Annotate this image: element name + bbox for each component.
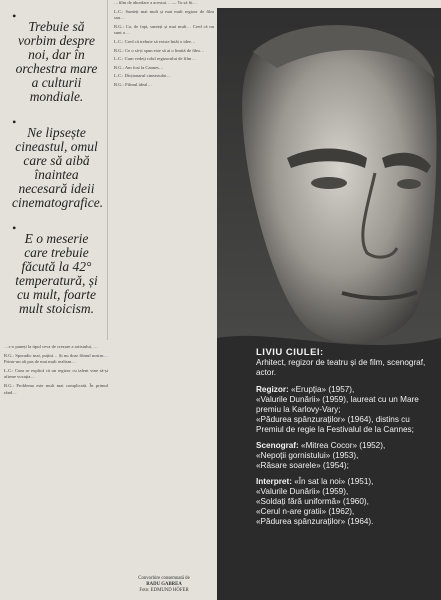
paragraph: L.C.: Cum se explică că un regizor cu talent vine să-și afirme vocația… [4, 367, 108, 380]
pull-quote-3: • E o meserie care trebuie făcută la 42° temperatură, și cu mult, foarte mult stoicism. [12, 224, 101, 316]
paragraph: R.G.: Filmul ideal… [114, 81, 153, 87]
paragraph: L.C.: Cum vedeți rolul regizorului de film… [114, 56, 196, 62]
paragraph: R.G.: Am fost la Cannes… [114, 64, 164, 70]
caption-title: LIVIU CIULEI: [256, 347, 324, 358]
interview-credits: Convorbire consemnată de RADU GABREA Foto: EDMUND HÖFER [114, 576, 214, 594]
pull-quotes-box [0, 0, 108, 340]
quote-bullet-icon: • [12, 115, 17, 129]
paragraph: R.G.: Sporadic mai, puțini… Și nu doar filmul nostru… Printr-un alt pas de mai mult realism… [4, 352, 108, 365]
interview-text-left [4, 344, 108, 596]
paragraph: R.G.: Problema este mult mai complicată. În primul rând… [4, 382, 108, 395]
paragraph: L.C.: Sunteți mai mult și mai mult regizor de film sau… [114, 8, 214, 21]
paragraph: R.G.: Ce o să-ți spun este să ai o limită de film… [114, 47, 205, 53]
pull-quote-2: • Ne lipsește cineastul, omul care să aibă înaintea necesară ideii cinematografice. [12, 115, 104, 210]
quote-bullet-icon: • [12, 9, 17, 23]
paragraph: L.C.: Dicționarul cineastului… [114, 73, 172, 79]
paragraph: R.G.: Ca, de fapt, sunteți și mai mult… Cred că nu sunt o… [114, 23, 214, 36]
pull-quote-1: • Trebuie să vorbim despre noi, dar în orchestra mare a culturii mondiale. [12, 12, 101, 104]
paragraph: …film de abordare a acestui… — Tu să fii… [114, 0, 198, 5]
interview-text-middle [114, 0, 214, 598]
photo-caption [256, 348, 436, 533]
paragraph: …s-o puneți la tipul ceva de crezare a artistului, … [4, 344, 98, 349]
caption-section-scenograf: Scenograf: «Mitrea Cocor» (1952), «Nepoții gornistului» (1953), «Răsare soarele» (1954); [256, 441, 386, 470]
paragraph: L.C.: Cred că trebuie să existe întâi o idee… [114, 38, 196, 44]
quote-bullet-icon: • [12, 221, 17, 235]
caption-section-interpret: Interpret: «În sat la noi» (1951), «Valurile Dunării» (1959), «Soldați fără uniformă» (1960), «Cerul n-are gratii» (1962), «Pădurea spânzuraților» (1964). [256, 477, 374, 526]
caption-subtitle: Arhitect, regizor de teatru și de film, scenograf, actor. [256, 358, 426, 377]
interviewer-name: RADU GABREA [146, 582, 182, 587]
caption-section-regizor: Regizor: «Erupția» (1957), «Valurile Dunării» (1959), laureat cu un Mare premiu la Karlovy-Vary; «Pădurea spânzuraților» (1964), distins cu Premiul de regie la Festivalul de la Cannes; [256, 385, 419, 434]
